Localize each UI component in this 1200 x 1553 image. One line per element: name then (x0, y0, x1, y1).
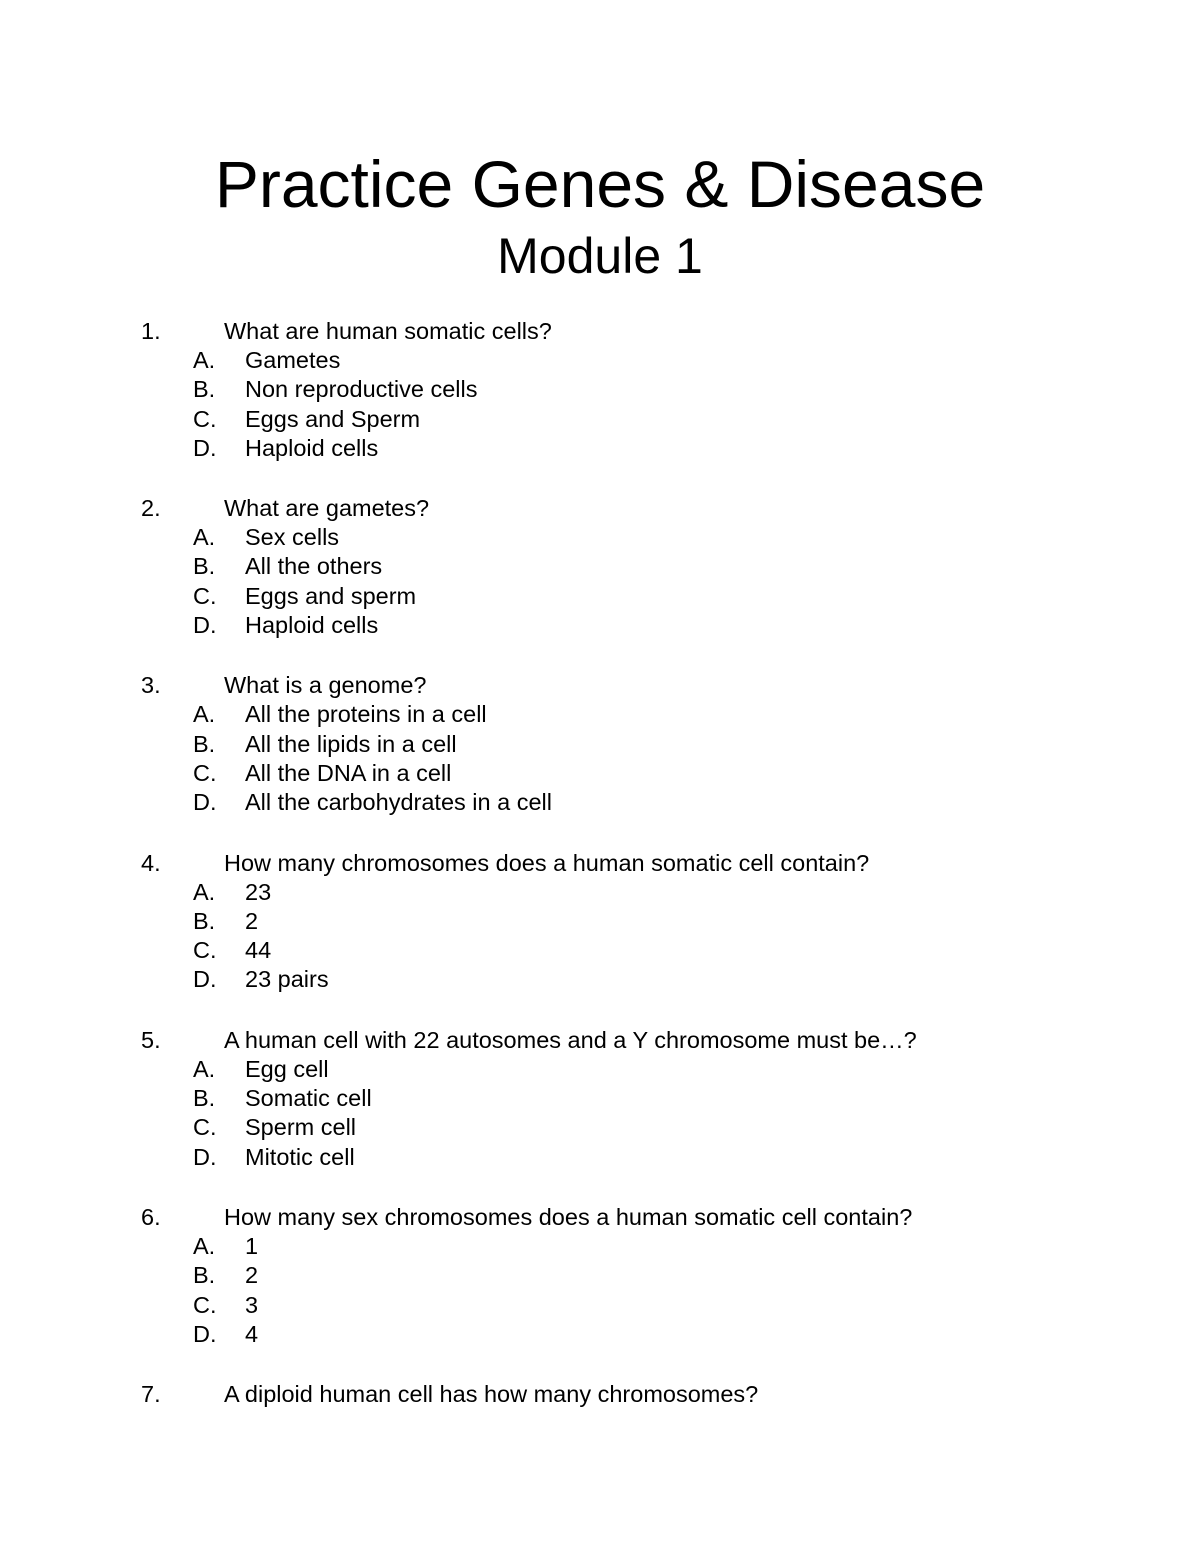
question-number: 7. (141, 1381, 161, 1408)
option-text: Sperm cell (245, 1114, 357, 1141)
question-line (0, 1379, 1200, 1409)
question-line (0, 670, 1200, 700)
answer-option (0, 1113, 1200, 1142)
option-letter: C. (193, 1114, 217, 1141)
answer-option (0, 788, 1200, 817)
answer-option (0, 936, 1200, 965)
option-letter: A. (193, 701, 216, 728)
answer-option (0, 907, 1200, 936)
option-letter: A. (193, 524, 216, 551)
option-text: All the others (245, 553, 383, 580)
option-text: 4 (245, 1320, 259, 1347)
option-letter: A. (193, 1232, 216, 1259)
answer-option (0, 730, 1200, 759)
option-text: Gametes (245, 347, 341, 373)
answer-option (0, 434, 1200, 463)
option-text: All the DNA in a cell (245, 759, 452, 786)
option-text: Haploid cells (245, 434, 379, 461)
answer-option (0, 405, 1200, 434)
question-text: What are gametes? (224, 495, 430, 522)
option-letter: D. (193, 789, 217, 816)
question-item (0, 1202, 1200, 1349)
question-text: How many chromosomes does a human somatic cell contain? (224, 849, 870, 876)
option-letter: A. (193, 347, 216, 373)
answer-option (0, 552, 1200, 581)
option-letter: D. (193, 966, 217, 993)
page-subtitle: Module 1 (497, 228, 703, 284)
answer-option (0, 611, 1200, 640)
option-text: All the proteins in a cell (245, 701, 487, 728)
option-letter: A. (193, 1055, 216, 1082)
option-text: 1 (245, 1232, 259, 1259)
option-letter: C. (193, 1291, 217, 1318)
option-letter: B. (193, 907, 216, 934)
question-number: 2. (141, 495, 161, 522)
question-text: What are human somatic cells? (224, 318, 552, 344)
question-text: How many sex chromosomes does a human somatic cell contain? (224, 1203, 913, 1230)
question-item (0, 493, 1200, 640)
option-letter: C. (193, 582, 217, 609)
answer-option (0, 1232, 1200, 1261)
question-item (0, 1379, 1200, 1409)
question-text: A diploid human cell has how many chromosomes? (224, 1381, 759, 1408)
option-text: Mitotic cell (245, 1143, 355, 1170)
question-item (0, 1025, 1200, 1172)
option-text: 2 (245, 907, 259, 934)
answer-option (0, 1261, 1200, 1290)
question-item (0, 848, 1200, 995)
option-letter: B. (193, 1085, 216, 1112)
question-item (0, 670, 1200, 817)
answer-option (0, 1320, 1200, 1349)
option-text: Haploid cells (245, 612, 379, 639)
answer-option (0, 523, 1200, 552)
question-number: 1. (141, 318, 161, 344)
question-text: What is a genome? (224, 672, 427, 699)
option-text: 23 (245, 878, 272, 905)
option-text: Eggs and sperm (245, 582, 417, 609)
option-letter: B. (193, 1262, 216, 1289)
option-text: 44 (245, 937, 272, 964)
option-text: 3 (245, 1291, 259, 1318)
option-letter: D. (193, 1320, 217, 1347)
answer-option (0, 1055, 1200, 1084)
option-text: Eggs and Sperm (245, 405, 421, 432)
answer-option (0, 582, 1200, 611)
option-letter: C. (193, 759, 217, 786)
option-letter: C. (193, 937, 217, 964)
question-line (0, 1025, 1200, 1055)
answer-option (0, 700, 1200, 729)
option-text: All the lipids in a cell (245, 730, 457, 757)
answer-option (0, 759, 1200, 788)
option-letter: D. (193, 1143, 217, 1170)
option-letter: B. (193, 376, 216, 403)
option-text: Sex cells (245, 524, 340, 551)
question-line (0, 1202, 1200, 1232)
option-text: All the carbohydrates in a cell (245, 789, 552, 816)
answer-option (0, 965, 1200, 994)
question-item (0, 316, 1200, 463)
option-letter: D. (193, 434, 217, 461)
question-line (0, 493, 1200, 523)
answer-option (0, 1143, 1200, 1172)
question-line (0, 848, 1200, 878)
answer-option (0, 346, 1200, 375)
option-letter: B. (193, 730, 216, 757)
question-list (0, 316, 1200, 1439)
option-letter: B. (193, 553, 216, 580)
option-text: Somatic cell (245, 1085, 372, 1112)
option-text: 2 (245, 1262, 259, 1289)
option-letter: D. (193, 612, 217, 639)
page-title: Practice Genes & Disease (214, 147, 986, 221)
option-letter: C. (193, 405, 217, 432)
option-text: Egg cell (245, 1055, 329, 1082)
question-number: 5. (141, 1026, 161, 1053)
answer-option (0, 878, 1200, 907)
option-text: Non reproductive cells (245, 376, 478, 403)
question-text: A human cell with 22 autosomes and a Y chromosome must be…? (224, 1026, 917, 1053)
question-line (0, 316, 1200, 346)
answer-option (0, 375, 1200, 404)
answer-option (0, 1291, 1200, 1320)
option-text: 23 pairs (245, 966, 329, 993)
answer-option (0, 1084, 1200, 1113)
question-number: 6. (141, 1203, 161, 1230)
question-number: 3. (141, 672, 161, 699)
option-letter: A. (193, 878, 216, 905)
question-number: 4. (141, 849, 161, 876)
